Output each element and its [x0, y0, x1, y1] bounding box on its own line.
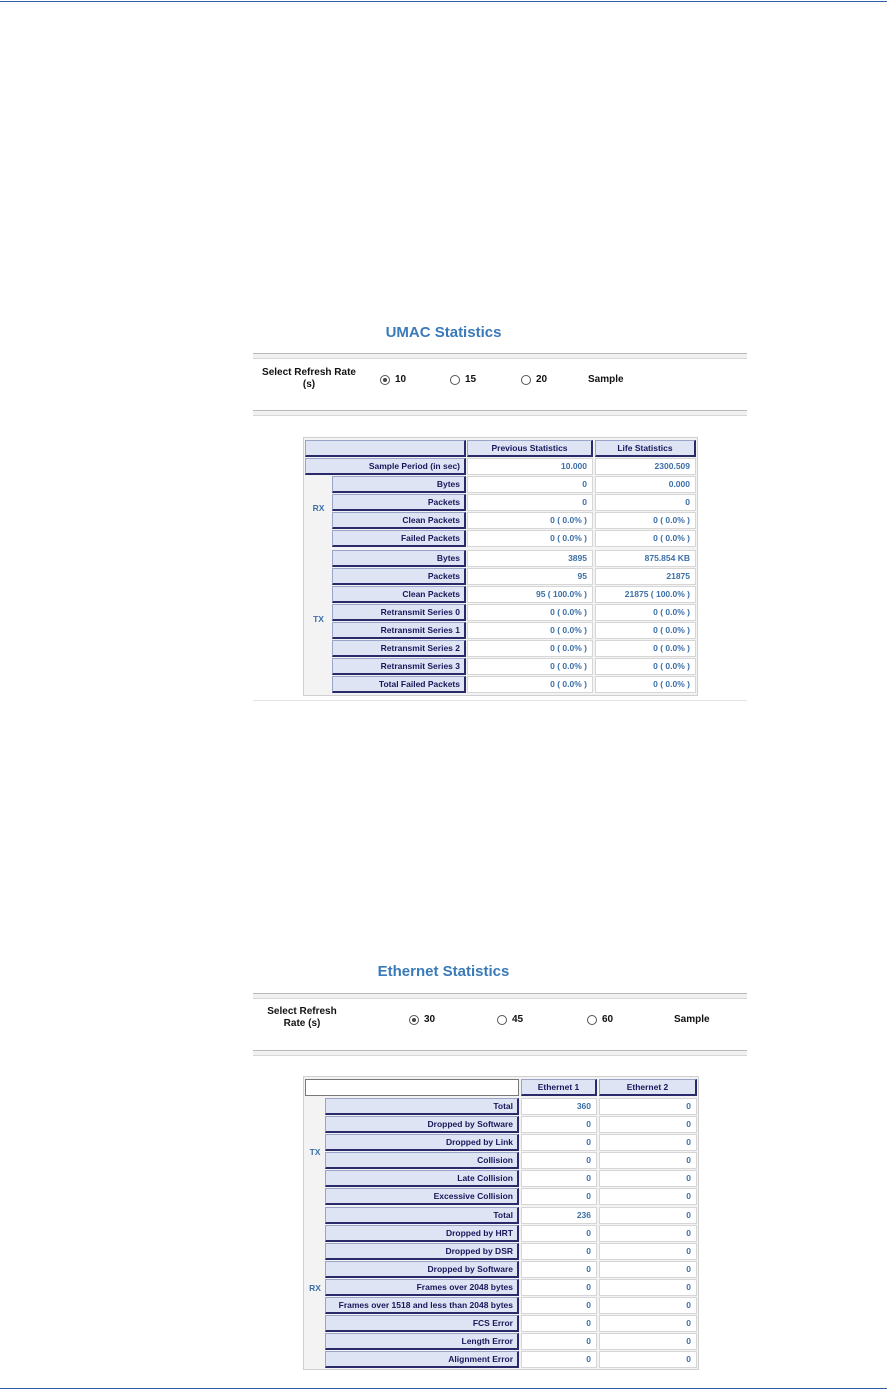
tx-retransmit-1-prev: 0 ( 0.0% ) — [467, 622, 593, 639]
eth-tx-total-e2: 0 — [599, 1098, 697, 1115]
ethernet-sample-label: Sample — [674, 1014, 710, 1025]
eth-tx-late-collision-e2: 0 — [599, 1170, 697, 1187]
eth-tx-dropped-software-e2: 0 — [599, 1116, 697, 1133]
eth-rx-fcs-error-e2: 0 — [599, 1315, 697, 1332]
tx-packets-life: 21875 — [595, 568, 696, 585]
umac-sample-label: Sample — [588, 374, 624, 385]
tx-retransmit-0-prev: 0 ( 0.0% ) — [467, 604, 593, 621]
eth-rx-dropped-dsr-e1: 0 — [521, 1243, 597, 1260]
tx-retransmit-3-prev: 0 ( 0.0% ) — [467, 658, 593, 675]
umac-top-divider — [253, 353, 747, 359]
tx-total-failed-life: 0 ( 0.0% ) — [595, 676, 696, 693]
ethernet-radio-45[interactable] — [497, 1014, 523, 1025]
tx-clean-packets-life: 21875 ( 100.0% ) — [595, 586, 696, 603]
row-label-sample-period: Sample Period (in sec) — [305, 458, 466, 475]
eth-tx-excessive-collision-e2: 0 — [599, 1188, 697, 1205]
ethernet-bottom-divider — [253, 1050, 747, 1056]
tx-retransmit-2-label: Retransmit Series 2 — [332, 640, 466, 657]
eth-rx-dropped-software-e1: 0 — [521, 1261, 597, 1278]
eth-rx-fcs-error-e1: 0 — [521, 1315, 597, 1332]
page-top-rule — [0, 1, 887, 2]
rx-group-label: RX — [309, 1283, 321, 1293]
rx-bytes-prev: 0 — [467, 476, 593, 493]
umac-title: UMAC Statistics — [385, 324, 502, 341]
eth-tx-dropped-link-e2: 0 — [599, 1134, 697, 1151]
eth-rx-frames-over-2048-e2: 0 — [599, 1279, 697, 1296]
tx-total-failed-label: Total Failed Packets — [332, 676, 466, 693]
ethernet-radio-60-label: 60 — [602, 1014, 614, 1025]
eth-tx-dropped-link-e1: 0 — [521, 1134, 597, 1151]
col-header-ethernet-1: Ethernet 1 — [521, 1079, 597, 1096]
rx-group-label: RX — [312, 503, 325, 513]
eth-rx-length-error-label: Length Error — [325, 1333, 519, 1350]
ethernet-radio-60[interactable] — [587, 1014, 613, 1025]
eth-rx-length-error-e2: 0 — [599, 1333, 697, 1350]
tx-bytes-life: 875.854 KB — [595, 550, 696, 567]
tx-group-label: TX — [313, 614, 324, 624]
tx-retransmit-1-label: Retransmit Series 1 — [332, 622, 466, 639]
eth-rx-dropped-software-label: Dropped by Software — [325, 1261, 519, 1278]
tx-packets-prev: 95 — [467, 568, 593, 585]
umac-radio-10-label: 10 — [395, 374, 407, 385]
radio-icon[interactable] — [587, 1015, 597, 1025]
umac-stats-table — [303, 437, 698, 696]
eth-tx-collision-e1: 0 — [521, 1152, 597, 1169]
eth-tx-late-collision-e1: 0 — [521, 1170, 597, 1187]
ethernet-title: Ethernet Statistics — [377, 963, 510, 980]
tx-clean-packets-prev: 95 ( 100.0% ) — [467, 586, 593, 603]
page-bottom-rule — [0, 1388, 887, 1389]
ethernet-stats-table — [303, 1076, 699, 1370]
radio-selected-icon[interactable] — [409, 1015, 419, 1025]
eth-rx-total-e2: 0 — [599, 1207, 697, 1224]
eth-rx-dropped-hrt-e2: 0 — [599, 1225, 697, 1242]
eth-rx-alignment-error-e2: 0 — [599, 1351, 697, 1368]
umac-radio-20[interactable] — [521, 374, 547, 385]
eth-rx-dropped-dsr-e2: 0 — [599, 1243, 697, 1260]
eth-rx-total-label: Total — [325, 1207, 519, 1224]
umac-radio-10[interactable] — [380, 374, 406, 385]
tx-group-label: TX — [309, 1147, 321, 1157]
col-header-previous: Previous Statistics — [467, 440, 593, 457]
ethernet-refresh-label: Select Refresh Rate (s) — [267, 1006, 337, 1029]
eth-rx-alignment-error-label: Alignment Error — [325, 1351, 519, 1368]
eth-tx-dropped-software-e1: 0 — [521, 1116, 597, 1133]
eth-tx-total-label: Total — [325, 1098, 519, 1115]
rx-failed-packets-life: 0 ( 0.0% ) — [595, 530, 696, 547]
umac-radio-15[interactable] — [450, 374, 476, 385]
eth-rx-frames-1518-2048-e1: 0 — [521, 1297, 597, 1314]
tx-retransmit-0-life: 0 ( 0.0% ) — [595, 604, 696, 621]
rx-packets-prev: 0 — [467, 494, 593, 511]
eth-rx-dropped-hrt-e1: 0 — [521, 1225, 597, 1242]
rx-clean-packets-label: Clean Packets — [332, 512, 466, 529]
rx-packets-label: Packets — [332, 494, 466, 511]
tx-bytes-label: Bytes — [332, 550, 466, 567]
radio-selected-icon[interactable] — [380, 375, 390, 385]
rx-clean-packets-life: 0 ( 0.0% ) — [595, 512, 696, 529]
ethernet-radio-45-label: 45 — [512, 1014, 524, 1025]
eth-tx-collision-label: Collision — [325, 1152, 519, 1169]
tx-total-failed-prev: 0 ( 0.0% ) — [467, 676, 593, 693]
ethernet-radio-30[interactable] — [409, 1014, 435, 1025]
eth-rx-dropped-software-e2: 0 — [599, 1261, 697, 1278]
eth-tx-excessive-collision-e1: 0 — [521, 1188, 597, 1205]
table-corner-cell — [305, 1079, 519, 1096]
umac-end-divider — [253, 700, 747, 701]
eth-rx-alignment-error-e1: 0 — [521, 1351, 597, 1368]
eth-rx-frames-1518-2048-e2: 0 — [599, 1297, 697, 1314]
rx-clean-packets-prev: 0 ( 0.0% ) — [467, 512, 593, 529]
radio-icon[interactable] — [497, 1015, 507, 1025]
tx-retransmit-3-life: 0 ( 0.0% ) — [595, 658, 696, 675]
umac-bottom-divider — [253, 410, 747, 416]
radio-icon[interactable] — [450, 375, 460, 385]
eth-tx-dropped-software-label: Dropped by Software — [325, 1116, 519, 1133]
eth-rx-dropped-hrt-label: Dropped by HRT — [325, 1225, 519, 1242]
eth-rx-frames-over-2048-e1: 0 — [521, 1279, 597, 1296]
table-corner-cell — [305, 440, 466, 457]
rx-failed-packets-prev: 0 ( 0.0% ) — [467, 530, 593, 547]
tx-retransmit-2-life: 0 ( 0.0% ) — [595, 640, 696, 657]
eth-tx-excessive-collision-label: Excessive Collision — [325, 1188, 519, 1205]
eth-tx-dropped-link-label: Dropped by Link — [325, 1134, 519, 1151]
radio-icon[interactable] — [521, 375, 531, 385]
rx-bytes-label: Bytes — [332, 476, 466, 493]
eth-tx-collision-e2: 0 — [599, 1152, 697, 1169]
umac-radio-20-label: 20 — [536, 374, 548, 385]
eth-rx-frames-1518-2048-label: Frames over 1518 and less than 2048 bytes — [325, 1297, 519, 1314]
col-header-ethernet-2: Ethernet 2 — [599, 1079, 697, 1096]
eth-rx-fcs-error-label: FCS Error — [325, 1315, 519, 1332]
tx-retransmit-2-prev: 0 ( 0.0% ) — [467, 640, 593, 657]
eth-rx-dropped-dsr-label: Dropped by DSR — [325, 1243, 519, 1260]
eth-rx-frames-over-2048-label: Frames over 2048 bytes — [325, 1279, 519, 1296]
tx-clean-packets-label: Clean Packets — [332, 586, 466, 603]
rx-packets-life: 0 — [595, 494, 696, 511]
ethernet-top-divider — [253, 993, 747, 999]
tx-retransmit-0-label: Retransmit Series 0 — [332, 604, 466, 621]
tx-packets-label: Packets — [332, 568, 466, 585]
eth-tx-total-e1: 360 — [521, 1098, 597, 1115]
eth-tx-late-collision-label: Late Collision — [325, 1170, 519, 1187]
rx-bytes-life: 0.000 — [595, 476, 696, 493]
rx-failed-packets-label: Failed Packets — [332, 530, 466, 547]
ethernet-radio-30-label: 30 — [424, 1014, 436, 1025]
col-header-life: Life Statistics — [595, 440, 696, 457]
eth-rx-total-e1: 236 — [521, 1207, 597, 1224]
sample-period-previous: 10.000 — [467, 458, 593, 475]
eth-rx-length-error-e1: 0 — [521, 1333, 597, 1350]
umac-radio-15-label: 15 — [465, 374, 477, 385]
tx-retransmit-3-label: Retransmit Series 3 — [332, 658, 466, 675]
tx-retransmit-1-life: 0 ( 0.0% ) — [595, 622, 696, 639]
sample-period-life: 2300.509 — [595, 458, 696, 475]
tx-bytes-prev: 3895 — [467, 550, 593, 567]
umac-refresh-label: Select Refresh Rate (s) — [262, 367, 356, 390]
